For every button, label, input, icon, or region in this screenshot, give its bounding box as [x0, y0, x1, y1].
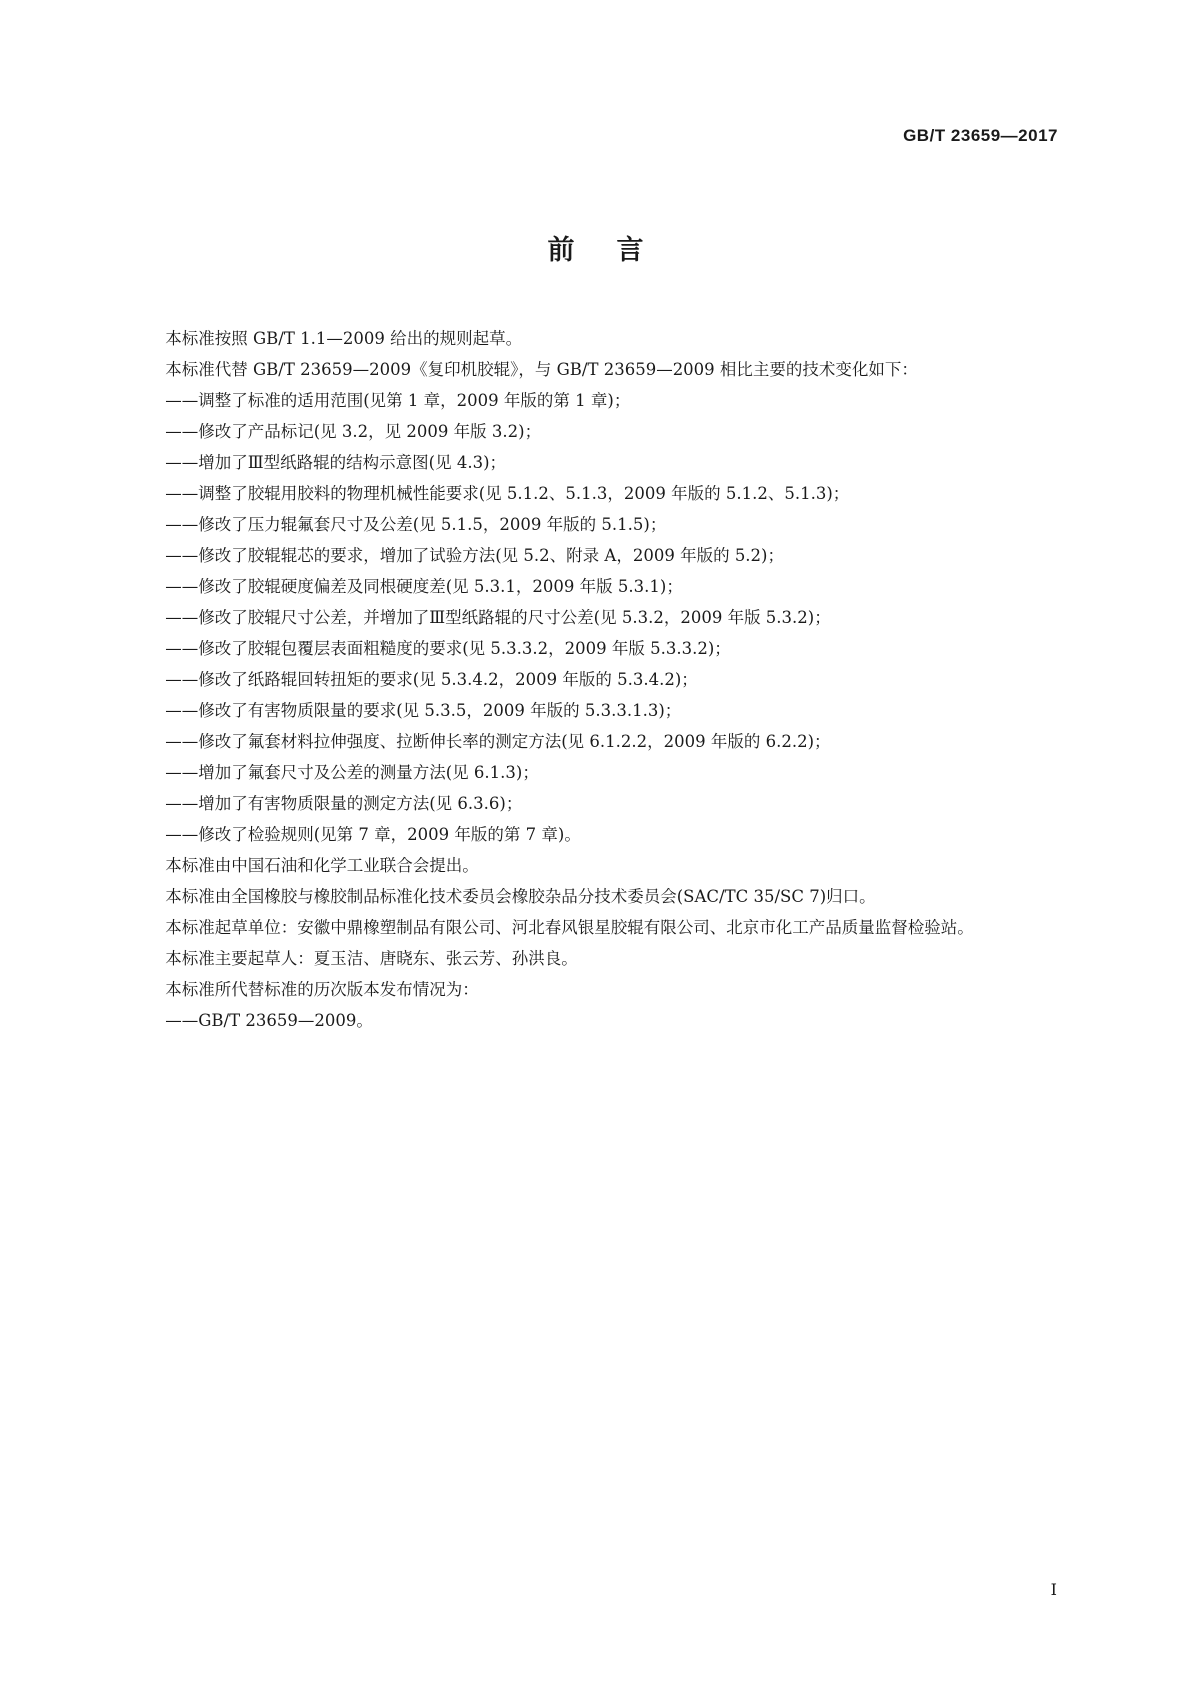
paragraph: 本标准由全国橡胶与橡胶制品标准化技术委员会橡胶杂品分技术委员会(SAC/TC 35/SC 7)归口。 — [165, 887, 876, 906]
change-item: ——修改了胶辊包覆层表面粗糙度的要求(见 5.3.3.2，2009 年版 5.3.3.2)； — [165, 639, 731, 658]
paragraph: 本标准所代替标准的历次版本发布情况为： — [165, 980, 479, 999]
change-item: ——GB/T 23659—2009。 — [165, 1011, 373, 1030]
change-item: ——增加了氟套尺寸及公差的测量方法(见 6.1.3)； — [165, 763, 539, 782]
change-item: ——修改了有害物质限量的要求(见 5.3.5，2009 年版的 5.3.3.1.3)； — [165, 701, 682, 720]
change-item: ——修改了检验规则(见第 7 章，2009 年版的第 7 章)。 — [165, 825, 581, 844]
change-item: ——修改了压力辊氟套尺寸及公差(见 5.1.5，2009 年版的 5.1.5)； — [165, 515, 667, 534]
change-item: ——调整了胶辊用胶料的物理机械性能要求(见 5.1.2、5.1.3，2009 年版的 5.1.2、5.1.3)； — [165, 484, 850, 503]
change-item: ——修改了氟套材料拉伸强度、拉断伸长率的测定方法(见 6.1.2.2，2009 年版的 6.2.2)； — [165, 732, 831, 751]
page-title: 前言 — [547, 235, 686, 266]
change-item: ——增加了有害物质限量的测定方法(见 6.3.6)； — [165, 794, 523, 813]
paragraph: 本标准由中国石油和化学工业联合会提出。 — [165, 856, 479, 875]
change-item: ——修改了纸路辊回转扭矩的要求(见 5.3.4.2，2009 年版的 5.3.4.2)； — [165, 670, 698, 689]
page-number: I — [1050, 1580, 1057, 1599]
paragraph: 本标准按照 GB/T 1.1—2009 给出的规则起草。 — [165, 329, 523, 348]
change-item: ——修改了产品标记(见 3.2，见 2009 年版 3.2)； — [165, 422, 542, 441]
standard-code: GB/T 23659—2017 — [903, 126, 1058, 145]
paragraph: 本标准主要起草人：夏玉洁、唐晓东、张云芳、孙洪良。 — [165, 949, 578, 968]
change-item: ——修改了胶辊辊芯的要求，增加了试验方法(见 5.2、附录 A，2009 年版的 5.2)； — [165, 546, 784, 565]
change-item: ——修改了胶辊硬度偏差及同根硬度差(见 5.3.1，2009 年版 5.3.1)； — [165, 577, 683, 596]
paragraph: 本标准代替 GB/T 23659—2009《复印机胶辊》，与 GB/T 23659—2009 相比主要的技术变化如下： — [165, 360, 918, 379]
change-item: ——修改了胶辊尺寸公差，并增加了Ⅲ型纸路辊的尺寸公差(见 5.3.2，2009 年版 5.3.2)； — [165, 608, 831, 627]
foreword-body — [124, 323, 1058, 1036]
change-item: ——调整了标准的适用范围(见第 1 章，2009 年版的第 1 章)； — [165, 391, 631, 410]
paragraph: 本标准起草单位：安徽中鼎橡塑制品有限公司、河北春风银星胶辊有限公司、北京市化工产品质量监督检验站。 — [165, 918, 974, 937]
change-item: ——增加了Ⅲ型纸路辊的结构示意图(见 4.3)； — [165, 453, 507, 472]
